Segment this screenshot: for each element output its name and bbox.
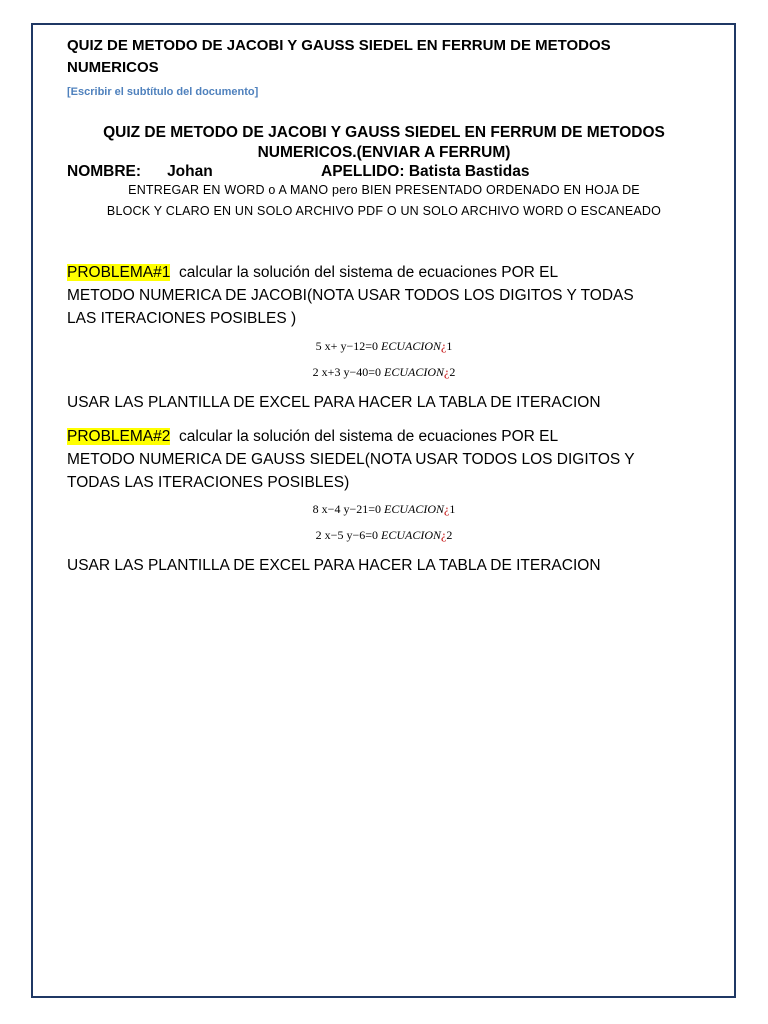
p2-eq1-tag: ECUACION	[383, 502, 444, 516]
p2-eq1-expr: 8 x−4 y−21=0	[312, 502, 381, 516]
apellido-label: APELLIDO:	[321, 163, 405, 180]
header-title-line2: NUMERICOS	[67, 59, 159, 76]
instructions-line1: ENTREGAR EN WORD o A MANO pero BIEN PRESENTADO ORDENADO EN HOJA DE	[128, 183, 640, 197]
problem1-line2: METODO NUMERICA DE JACOBI(NOTA USAR TODOS LOS DIGITOS Y TODAS	[67, 287, 634, 304]
apellido-value: Batista Bastidas	[408, 163, 530, 180]
problem1-equation1	[40, 339, 728, 354]
document-subtitle-placeholder[interactable]: [Escribir el subtítulo del documento]	[67, 86, 259, 98]
problem2-text1: calcular la solución del sistema de ecuaciones POR EL	[179, 428, 559, 445]
instructions-line2: BLOCK Y CLARO EN UN SOLO ARCHIVO PDF O UN SOLO ARCHIVO WORD O ESCANEADO	[106, 204, 662, 218]
p1-eq2-tag: ECUACION	[383, 365, 444, 379]
problem1-equation2	[40, 365, 728, 380]
p2-eq2-expr: 2 x−5 y−6=0	[315, 528, 378, 542]
nombre-value: Johan	[167, 163, 213, 180]
header-title-line1: QUIZ DE METODO DE JACOBI Y GAUSS SIEDEL EN FERRUM DE METODOS	[67, 37, 611, 54]
problem2-line3: TODAS LAS ITERACIONES POSIBLES)	[67, 474, 350, 491]
problem1-text1: calcular la solución del sistema de ecuaciones POR EL	[179, 264, 559, 281]
main-title-line2: NUMERICOS.(ENVIAR A FERRUM)	[257, 144, 511, 161]
problem2-line2: METODO NUMERICA DE GAUSS SIEDEL(NOTA USAR TODOS LOS DIGITOS Y	[67, 451, 635, 468]
p2-eq2-num: 2	[446, 528, 453, 542]
p2-eq2-glyph: ¿	[440, 528, 447, 542]
main-title-line1: QUIZ DE METODO DE JACOBI Y GAUSS SIEDEL EN FERRUM DE METODOS	[103, 124, 665, 141]
problem1-label: PROBLEMA#1	[67, 264, 171, 281]
name-row	[67, 163, 213, 181]
p1-eq1-expr: 5 x+ y−12=0	[315, 339, 378, 353]
problem2-note: USAR LAS PLANTILLA DE EXCEL PARA HACER LA TABLA DE ITERACION	[67, 557, 601, 574]
problem1-line3: LAS ITERACIONES POSIBLES )	[67, 310, 297, 327]
p2-eq1-num: 1	[449, 502, 456, 516]
problem1-line1	[67, 261, 558, 285]
p1-eq1-tag: ECUACION	[380, 339, 441, 353]
p2-eq2-tag: ECUACION	[380, 528, 441, 542]
apellido-row	[321, 163, 529, 181]
problem2-equation2	[40, 528, 728, 543]
p1-eq2-glyph: ¿	[443, 365, 450, 379]
p1-eq2-expr: 2 x+3 y−40=0	[312, 365, 381, 379]
problem2-equation1	[40, 502, 728, 517]
problem1-note: USAR LAS PLANTILLA DE EXCEL PARA HACER LA TABLA DE ITERACION	[67, 394, 601, 411]
p1-eq2-num: 2	[449, 365, 456, 379]
nombre-label: NOMBRE:	[67, 163, 142, 180]
p1-eq1-glyph: ¿	[440, 339, 447, 353]
problem2-label: PROBLEMA#2	[67, 428, 171, 445]
p1-eq1-num: 1	[446, 339, 453, 353]
p2-eq1-glyph: ¿	[443, 502, 450, 516]
problem2-line1	[67, 425, 558, 449]
